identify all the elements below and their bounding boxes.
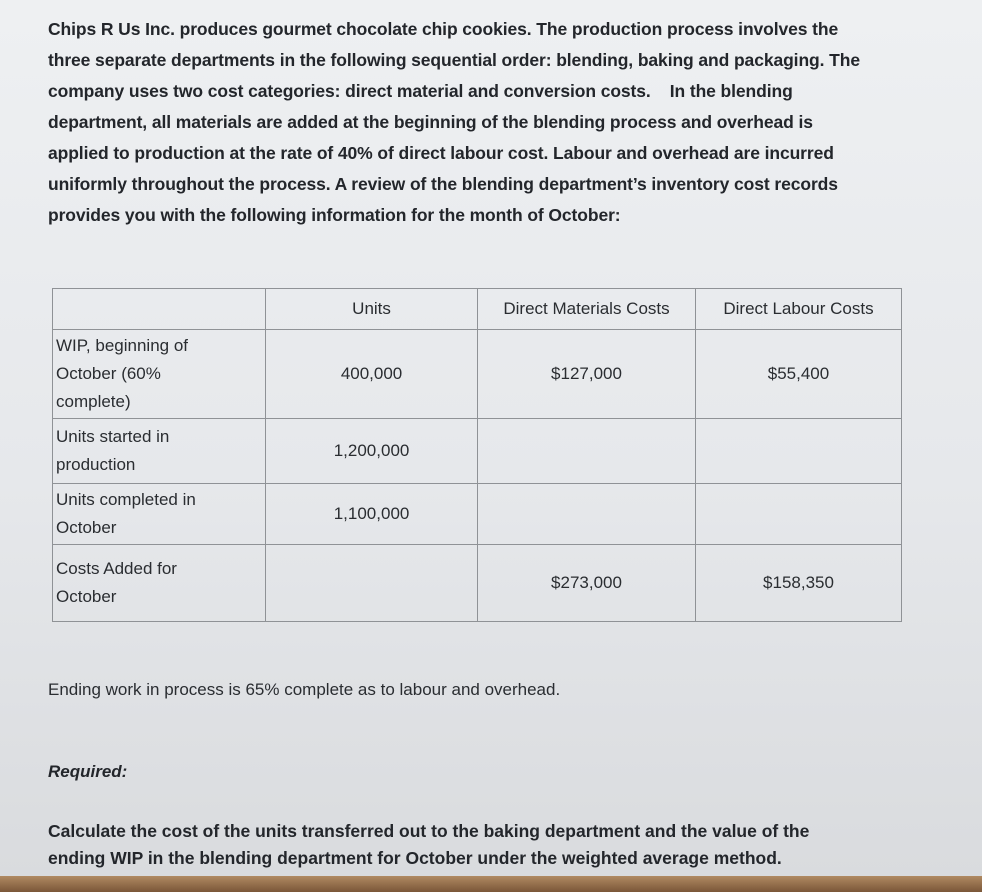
row-label [53, 419, 266, 484]
intro-line: three separate departments in the following sequential order: blending, baking and packaging. The [48, 50, 860, 70]
cell-direct-labour [695, 484, 901, 545]
row-label-line: October (60% [56, 364, 161, 383]
required-line: Calculate the cost of the units transferred out to the baking department and the value of the [48, 821, 810, 841]
row-label [53, 484, 266, 545]
intro-line: provides you with the following information for the month of October: [48, 205, 621, 225]
table-row [53, 545, 902, 622]
table-row [53, 484, 902, 545]
row-label-line: Units started in [56, 427, 170, 446]
header-direct-labour: Direct Labour Costs [695, 289, 901, 330]
cell-direct-labour: $55,400 [695, 330, 901, 419]
cell-direct-materials [478, 419, 696, 484]
cell-direct-materials: $273,000 [478, 545, 696, 622]
cell-direct-materials: $127,000 [478, 330, 696, 419]
table-row [53, 419, 902, 484]
intro-line: applied to production at the rate of 40% of direct labour cost. Labour and overhead are incurred [48, 143, 834, 163]
cell-units [266, 545, 478, 622]
row-label-line: Units completed in [56, 490, 196, 509]
row-label-line: complete) [56, 392, 131, 411]
required-text [48, 818, 908, 872]
cell-direct-labour [695, 419, 901, 484]
intro-line: Chips R Us Inc. produces gourmet chocolate chip cookies. The production process involves the [48, 19, 839, 39]
required-label: Required: [48, 762, 128, 781]
intro-line: uniformly throughout the process. A review of the blending department’s inventory cost records [48, 174, 838, 194]
row-label-line: production [56, 455, 136, 474]
table-row [53, 330, 902, 419]
row-label-line: October [56, 587, 117, 606]
row-label-line: October [56, 518, 117, 537]
intro-line: department, all materials are added at the beginning of the blending process and overhead is [48, 112, 813, 132]
problem-intro [48, 14, 928, 231]
header-blank [53, 289, 266, 330]
intro-line: company uses two cost categories: direct material and conversion costs. In the blending [48, 81, 793, 101]
required-line: ending WIP in the blending department for October under the weighted average method. [48, 848, 782, 868]
row-label-line: WIP, beginning of [56, 336, 188, 355]
desk-edge [0, 876, 982, 892]
table-header-row [53, 289, 902, 330]
cell-units: 400,000 [266, 330, 478, 419]
cell-units: 1,200,000 [266, 419, 478, 484]
row-label [53, 330, 266, 419]
header-units: Units [266, 289, 478, 330]
row-label-line: Costs Added for [56, 559, 177, 578]
ending-wip-note: Ending work in process is 65% complete as to labour and overhead. [48, 680, 561, 699]
header-direct-materials: Direct Materials Costs [478, 289, 696, 330]
cost-data-table [52, 288, 902, 622]
cell-units: 1,100,000 [266, 484, 478, 545]
row-label [53, 545, 266, 622]
cell-direct-labour: $158,350 [695, 545, 901, 622]
cell-direct-materials [478, 484, 696, 545]
